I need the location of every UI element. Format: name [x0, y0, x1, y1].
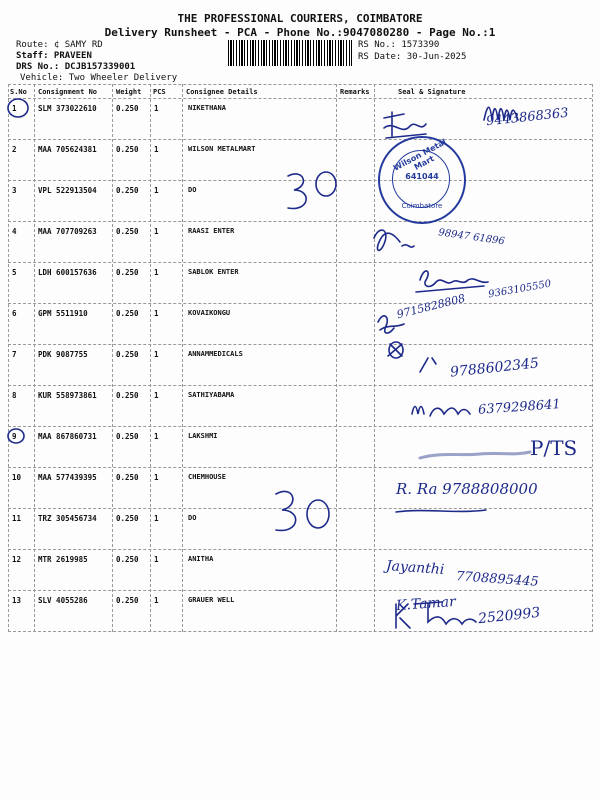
- row-sno: 3: [12, 186, 17, 195]
- runsheet-title: THE PROFESSIONAL COURIERS, COIMBATORE: [177, 12, 423, 25]
- row-weight: 0.250: [116, 555, 139, 564]
- handwritten-name-row-10: R. Ra 9788808000: [396, 480, 538, 498]
- rs-number: RS No.: 1573390: [358, 40, 440, 50]
- signature-row-4: [374, 230, 414, 250]
- row-consignee: ANNAMMEDICALS: [188, 350, 243, 358]
- row-consignee: SABLOK ENTER: [188, 268, 239, 276]
- row-pcs: 1: [154, 227, 159, 236]
- row-sno: 9: [12, 432, 17, 441]
- row-sno: 8: [12, 391, 17, 400]
- rs-date: RS Date: 30-Jun-2025: [358, 52, 467, 62]
- row-pcs: 1: [154, 555, 159, 564]
- vehicle-label: Vehicle: Two Wheeler Delivery: [20, 73, 178, 83]
- row-consignment-no: MAA 577439395: [38, 473, 97, 482]
- row-consignment-no: KUR 558973861: [38, 391, 97, 400]
- row-weight: 0.250: [116, 514, 139, 523]
- row-consignment-no: VPL 522913504: [38, 186, 97, 195]
- row-consignment-no: MAA 867860731: [38, 432, 97, 441]
- handwritten-phone-row-8: 6379298641: [477, 397, 562, 418]
- row-consignment-no: MTR 2619985: [38, 555, 88, 564]
- row-weight: 0.250: [116, 104, 139, 113]
- count-mark-30-top: [288, 174, 306, 209]
- column-header-weight: Weight: [116, 88, 142, 96]
- signature-row-9-scribble: [420, 452, 530, 458]
- handwritten-phone-row-13: 2520993: [477, 604, 542, 628]
- row-consignment-no: TRZ 305456734: [38, 514, 97, 523]
- row-pcs: 1: [154, 104, 159, 113]
- seal-stamp-code: 641044: [405, 172, 439, 181]
- row-pcs: 1: [154, 596, 159, 605]
- row-sno: 5: [12, 268, 17, 277]
- route-label: Route: ¢ SAMY RD: [16, 40, 103, 50]
- drs-label: DRS No.: DCJB157339001: [16, 62, 136, 72]
- row-consignee: WILSON METALMART: [188, 145, 256, 153]
- row-pcs: 1: [154, 473, 159, 482]
- row-sno: 1: [12, 104, 17, 113]
- row-consignee: DO: [188, 186, 197, 194]
- row-pcs: 1: [154, 186, 159, 195]
- count-mark-30-bottom: [276, 491, 296, 530]
- seal-stamp-bottom-text: Coimbatore: [401, 202, 443, 210]
- row-sno: 4: [12, 227, 17, 236]
- column-header-pcs: PCS: [153, 88, 166, 96]
- handwritten-phone-row-5: 9363105550: [487, 278, 553, 301]
- row-sno: 13: [12, 596, 22, 605]
- row-weight: 0.250: [116, 596, 139, 605]
- column-header-consignment: Consignment No: [38, 88, 98, 96]
- row-weight: 0.250: [116, 391, 139, 400]
- column-header-consignee: Consignee Details: [186, 88, 258, 96]
- count-mark-30-bottom-zero: [307, 500, 329, 528]
- row-pcs: 1: [154, 309, 159, 318]
- column-header-seal-signature: Seal & Signature: [398, 88, 466, 96]
- signature-row-8: [412, 407, 470, 417]
- row-consignment-no: PDK 9087755: [38, 350, 88, 359]
- row-consignee: DO: [188, 514, 197, 522]
- row-weight: 0.250: [116, 309, 139, 318]
- row-weight: 0.250: [116, 350, 139, 359]
- column-header-remarks: Remarks: [340, 88, 370, 96]
- handwritten-name-row-12: Jayanthi: [385, 557, 445, 579]
- row-pcs: 1: [154, 432, 159, 441]
- row-consignment-no: MAA 705624381: [38, 145, 97, 154]
- row-weight: 0.250: [116, 268, 139, 277]
- row-sno: 6: [12, 309, 17, 318]
- row-pcs: 1: [154, 391, 159, 400]
- row-consignee: RAASI ENTER: [188, 227, 235, 235]
- handwritten-pts-row-9: P/TS: [530, 436, 578, 460]
- signature-row-1: [384, 112, 426, 138]
- row-consignee: ANITHA: [188, 555, 214, 563]
- column-header-sno: S.No: [10, 88, 27, 96]
- circle-mark-row-1: [8, 99, 28, 117]
- row-weight: 0.250: [116, 473, 139, 482]
- row-consignee: GRAUER WELL: [188, 596, 235, 604]
- staff-label: Staff: PRAVEEN: [16, 51, 92, 61]
- row-sno: 11: [12, 514, 22, 523]
- signature-row-10-underline: [396, 510, 486, 512]
- row-weight: 0.250: [116, 145, 139, 154]
- row-consignee: NIKETHANA: [188, 104, 226, 112]
- handwritten-phone-row-7: 9788602345: [449, 355, 540, 381]
- row-consignment-no: GPM 5511910: [38, 309, 88, 318]
- row-consignee: KOVAIKONGU: [188, 309, 231, 317]
- row-consignee: CHEMHOUSE: [188, 473, 226, 481]
- row-pcs: 1: [154, 268, 159, 277]
- row-sno: 10: [12, 473, 22, 482]
- row-pcs: 1: [154, 145, 159, 154]
- signature-row-5: [416, 271, 488, 292]
- row-sno: 2: [12, 145, 17, 154]
- row-consignment-no: SLV 4055286: [38, 596, 88, 605]
- row-weight: 0.250: [116, 227, 139, 236]
- row-sno: 12: [12, 555, 22, 564]
- handwritten-phone-row-4: 98947 61896: [437, 227, 506, 248]
- row-pcs: 1: [154, 350, 159, 359]
- handwritten-phone-row-6: 9715828808: [395, 291, 467, 322]
- row-consignment-no: LDH 600157636: [38, 268, 97, 277]
- circle-mark-row-9: [8, 429, 24, 443]
- handwritten-phone-row-1: 9443868363: [485, 105, 570, 130]
- handwritten-name-row-13: K.Tamar: [395, 593, 457, 615]
- row-consignment-no: SLM 373022610: [38, 104, 97, 113]
- row-consignment-no: MAA 707709263: [38, 227, 97, 236]
- runsheet-subtitle: Delivery Runsheet - PCA - Phone No.:9047080280 - Page No.:1: [104, 26, 496, 39]
- row-consignee: LAKSHMI: [188, 432, 218, 440]
- row-weight: 0.250: [116, 432, 139, 441]
- handwritten-phone-row-12: 7708895445: [455, 569, 540, 590]
- seal-stamp-top-text: Wilson Metal Mart: [391, 137, 448, 173]
- count-mark-30-top-zero: [316, 172, 336, 196]
- row-weight: 0.250: [116, 186, 139, 195]
- row-sno: 7: [12, 350, 17, 359]
- row-pcs: 1: [154, 514, 159, 523]
- row-consignee: SATHIYABAMA: [188, 391, 235, 399]
